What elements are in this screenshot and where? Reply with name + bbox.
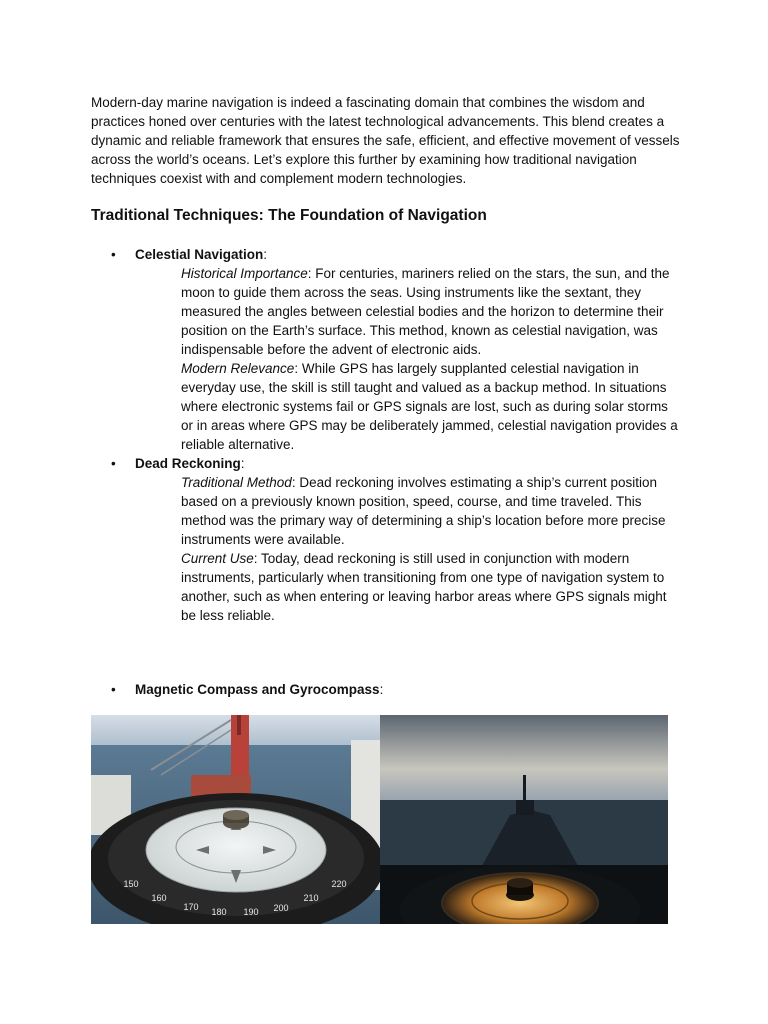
compass-mark: 160 xyxy=(151,893,167,903)
subitem-label: Historical Importance xyxy=(181,266,308,281)
gyrocompass-photo xyxy=(380,715,668,924)
bullet-title: Dead Reckoning xyxy=(135,456,241,471)
compass-mark: 180 xyxy=(211,907,227,917)
bullet-magnetic-compass xyxy=(111,680,383,699)
subitem-current-use xyxy=(181,549,681,625)
subitem-historical-importance xyxy=(181,264,681,359)
intro-paragraph: Modern-day marine navigation is indeed a fascinating domain that combines the wisdom and practices honed over centuries with the latest technological advancements. This blend creates a dynamic and reliable framework that ensures the safe, efficient, and effective movement of vessels across the world’s oceans. Let’s explore this further by examining how traditional navigation techniques coexist with and complement modern technologies. xyxy=(91,95,680,186)
subitem-text: : Today, dead reckoning is still used in conjunction with modern instruments, particularly when transitioning from one type of navigation system to another, such as when entering or leaving harbor areas where GPS signals might be less reliable. xyxy=(181,551,667,623)
compass-mark: 190 xyxy=(243,907,259,917)
bullet-suffix: : xyxy=(263,247,268,262)
section-heading: Traditional Techniques: The Foundation of Navigation xyxy=(91,207,487,224)
compass-mark: 150 xyxy=(123,879,139,889)
subitem-label: Traditional Method xyxy=(181,475,292,490)
compass-mark: 220 xyxy=(331,879,347,889)
subitem-text: : While GPS has largely supplanted celestial navigation in everyday use, the skill is still taught and valued as a backup method. In situations where electronic systems fail or GPS signals are lost, such as during solar storms or in areas where GPS may be deliberately jammed, celestial navigation provides a reliable alternative. xyxy=(181,361,678,452)
subitem-text: : Dead reckoning involves estimating a ship’s current position based on a previously known position, speed, course, and time traveled. This method was the primary way of determining a ship’s location before more precise instruments were available. xyxy=(181,475,666,547)
bullet-suffix: : xyxy=(240,456,245,471)
subitem-modern-relevance xyxy=(181,359,681,454)
compass-mark: 170 xyxy=(183,902,199,912)
magnetic-compass-photo xyxy=(91,715,380,924)
subitem-text: : For centuries, mariners relied on the stars, the sun, and the moon to guide them across the seas. Using instruments like the sextant, they measured the angles between celestial bodies and the horizon to determine their position on the Earth’s surface. This method, known as celestial navigation, was indispensable before the advent of electronic aids. xyxy=(181,266,670,357)
bullet-icon: • xyxy=(111,456,116,471)
bullet-icon: • xyxy=(111,682,116,697)
compass-mark: 200 xyxy=(273,903,289,913)
compass-mark: 210 xyxy=(303,893,319,903)
bullet-celestial-navigation xyxy=(111,245,267,264)
subitem-label: Modern Relevance xyxy=(181,361,295,376)
bullet-dead-reckoning xyxy=(111,454,245,473)
bullet-title: Magnetic Compass and Gyrocompass xyxy=(135,682,380,697)
bullet-icon: • xyxy=(111,247,116,262)
magnetic-compass-illustration xyxy=(91,715,380,924)
subitem-traditional-method xyxy=(181,473,681,549)
subitem-label: Current Use xyxy=(181,551,254,566)
bullet-title: Celestial Navigation xyxy=(135,247,264,262)
gyrocompass-illustration xyxy=(380,715,668,924)
bullet-suffix: : xyxy=(379,682,384,697)
